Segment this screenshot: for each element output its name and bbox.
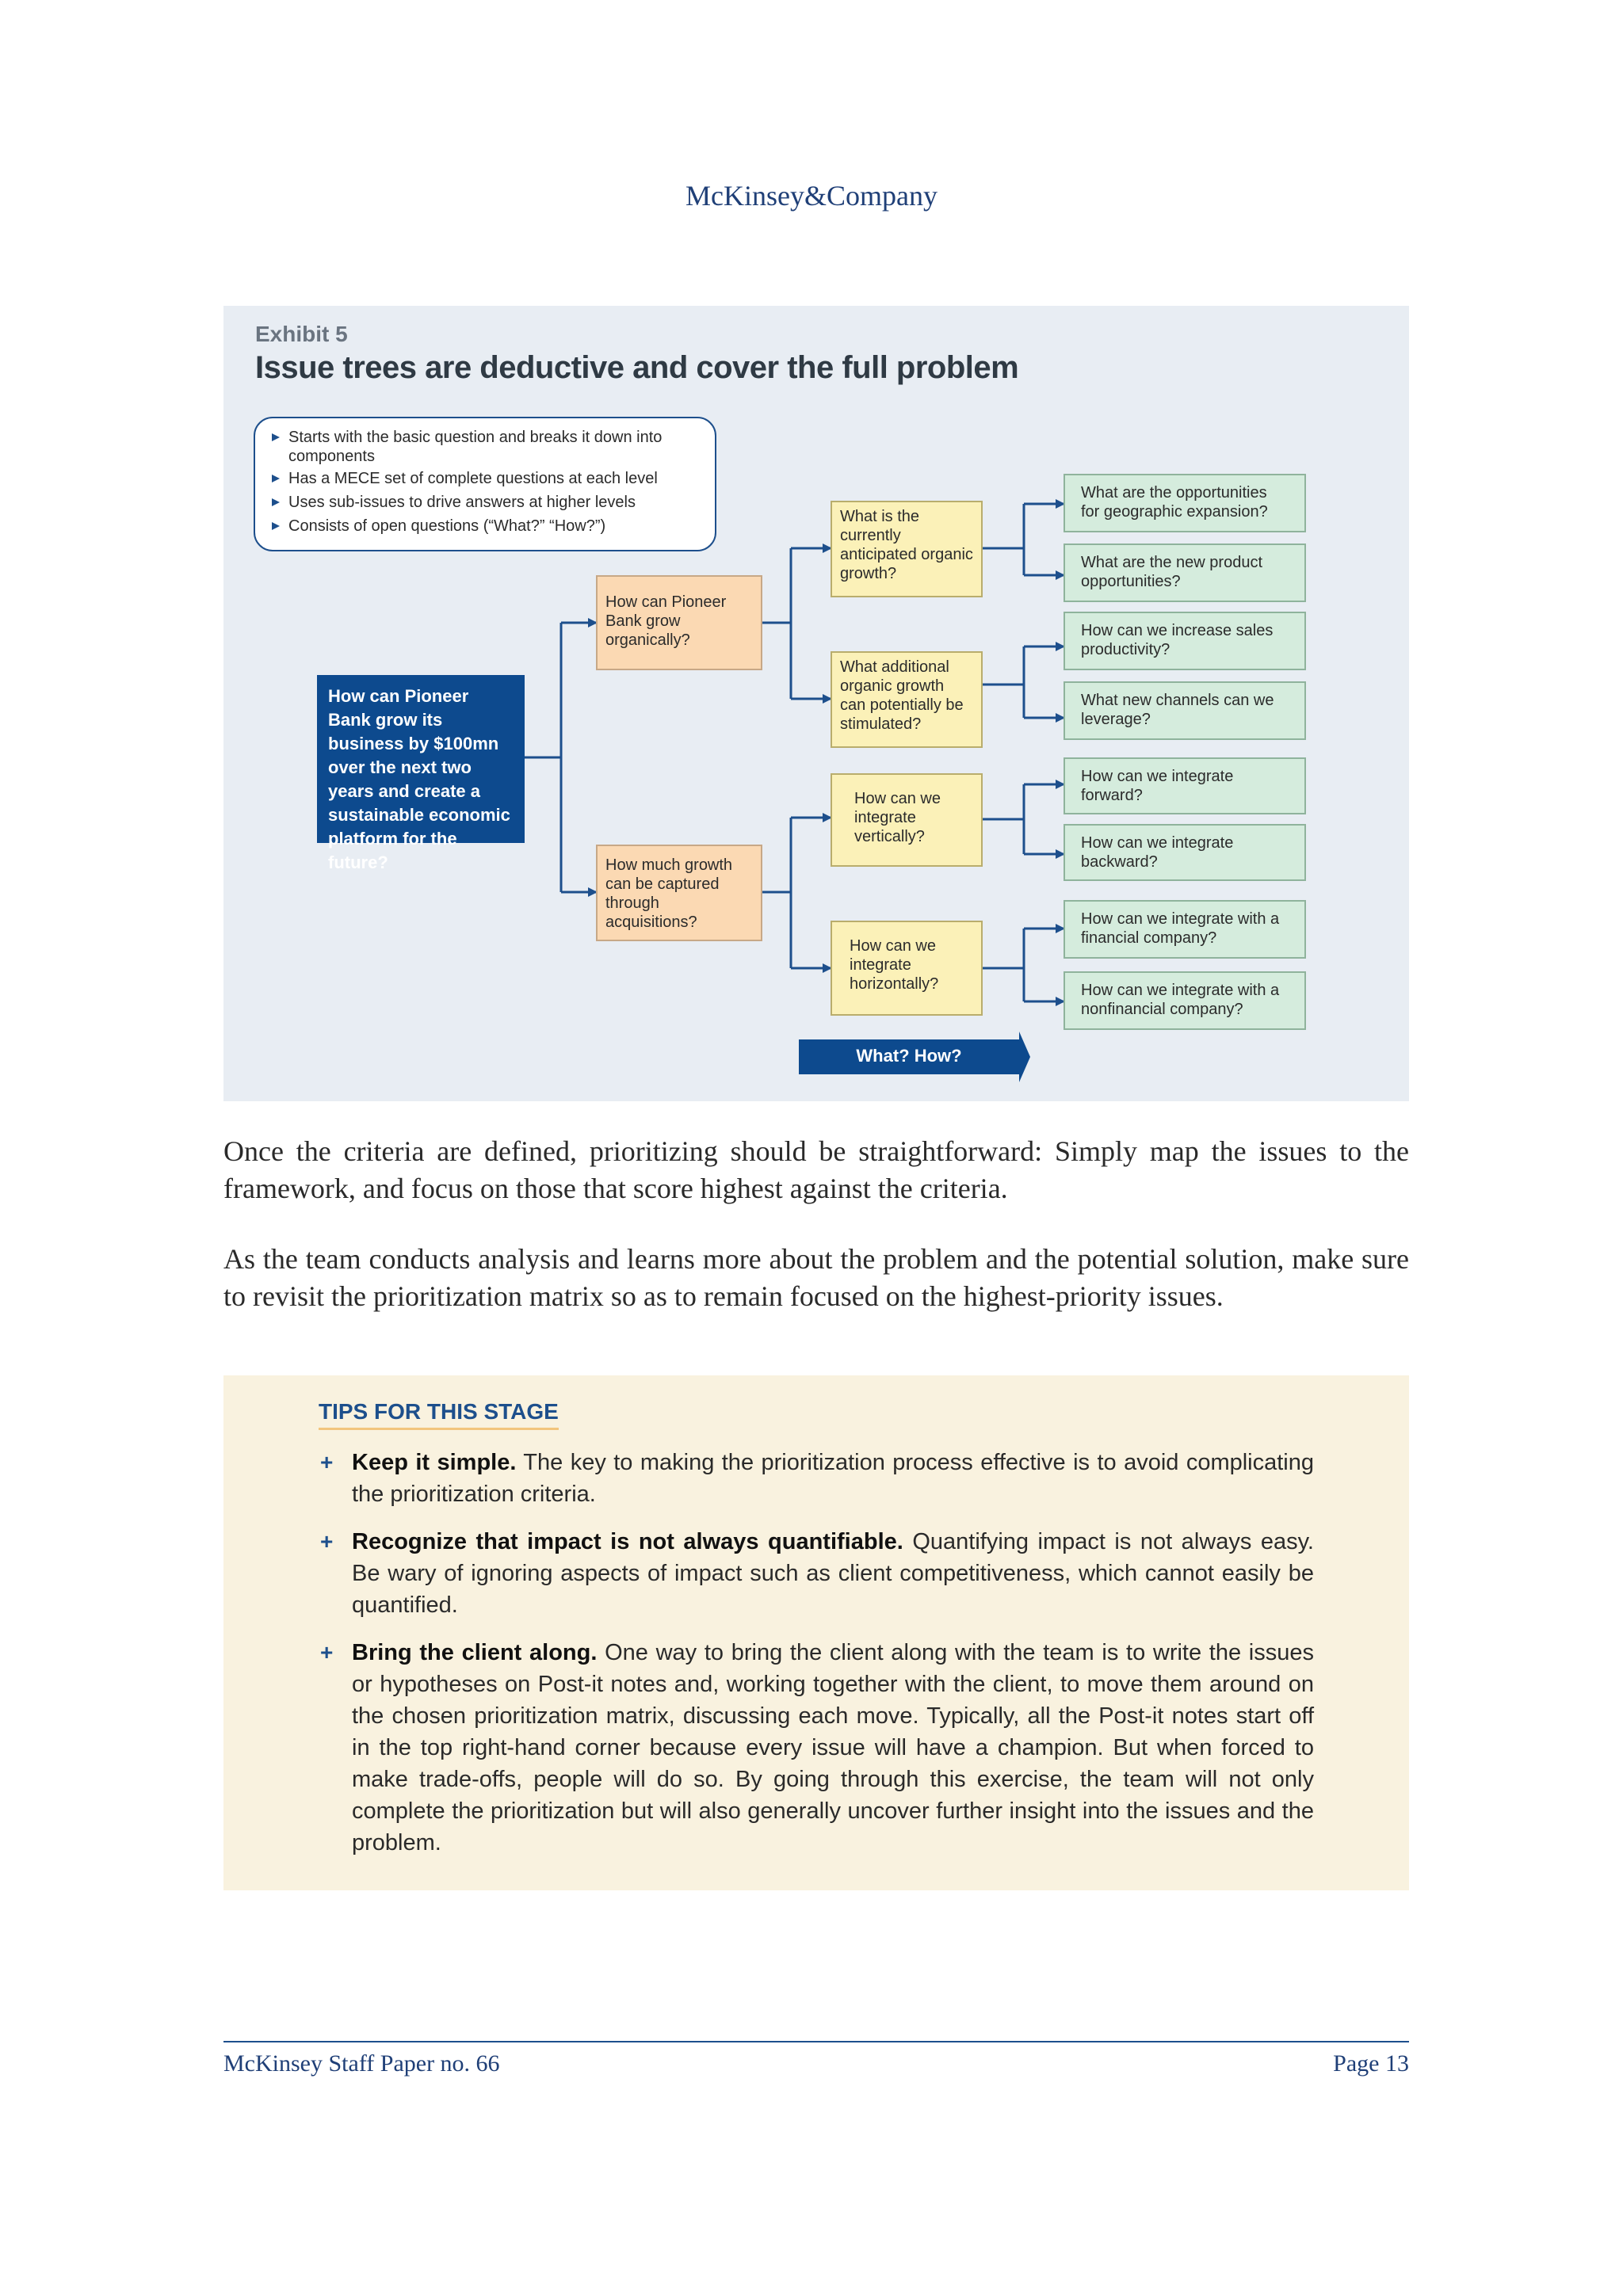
connector-root-spine: [525, 623, 561, 892]
direction-arrow-label: What? How?: [856, 1046, 962, 1066]
tree-l2-node: How can we integrate horizontally?: [831, 921, 983, 1016]
tree-root-node: How can Pioneer Bank grow its business by $100mn over the next two years and create a sustainable economic platform for the future?: [317, 675, 525, 843]
tips-heading: TIPS FOR THIS STAGE: [319, 1399, 559, 1430]
body-paragraph: As the team conducts analysis and learns more about the problem and the potential solution, make sure to revisit the prioritization matrix so as to remain focused on the highest-priority issues.: [223, 1243, 1409, 1312]
tree-l3-node: What new channels can we leverage?: [1064, 681, 1306, 740]
footer-rule: [223, 2041, 1409, 2042]
connector-l1a-spine: [762, 548, 791, 699]
plus-bullet-icon: +: [320, 1450, 334, 1474]
tip-item: [352, 1526, 1314, 1621]
tip-text: One way to bring the client along with the team is to write the issues or hypotheses on Post-it notes and, working together with the client, to move them around on the chosen prioritization matrix, discussing each move. Typically, all the Post-it notes start off in the top right-hand corner because every issue will have a champion. But when forced to make trade-offs, people will do so. By going through this exercise, the team will not only complete the prioritization but will also generally uncover further insight into the issues and the problem.: [352, 1640, 1314, 1855]
tip-lead: Keep it simple.: [352, 1450, 517, 1475]
tip-item: [352, 1447, 1314, 1510]
tree-l2-node: What additional organic growth can potentially be stimulated?: [831, 651, 983, 748]
tree-l1-node: How can Pioneer Bank grow organically?: [596, 575, 762, 670]
tip-lead: Recognize that impact is not always quantifiable.: [352, 1529, 903, 1554]
connector-l2a-spine: [983, 504, 1024, 575]
legend-item: Has a MECE set of complete questions at each level: [269, 469, 701, 488]
connector-l2b-spine: [983, 646, 1024, 718]
tip-item: [352, 1637, 1314, 1859]
body-paragraph: Once the criteria are defined, prioritizing should be straightforward: Simply map the issues to the framework, and focus on those that score highest against the criteria.: [223, 1135, 1409, 1204]
connector-l2c-spine: [983, 784, 1024, 854]
tree-l3-node: How can we integrate with a nonfinancial company?: [1064, 971, 1306, 1030]
legend-item: Uses sub-issues to drive answers at higher levels: [269, 493, 701, 512]
exhibit-panel: [223, 306, 1409, 1101]
plus-bullet-icon: +: [320, 1529, 334, 1554]
footer-page-number: Page 13: [1333, 2050, 1409, 2077]
tip-lead: Bring the client along.: [352, 1640, 598, 1665]
connector-l2d-spine: [983, 929, 1024, 1001]
tree-l1-node: How much growth can be captured through acquisitions?: [596, 845, 762, 941]
brand-wordmark: McKinsey&Company: [685, 180, 938, 212]
tree-l3-node: How can we integrate backward?: [1064, 824, 1306, 881]
plus-bullet-icon: +: [320, 1640, 334, 1665]
tree-l3-node: How can we integrate with a financial company?: [1064, 900, 1306, 959]
tip-text: Quantifying impact is not always easy. Be wary of ignoring aspects of impact such as client competitiveness, which cannot easily be quantified.: [352, 1529, 1314, 1618]
tip-text: The key to making the prioritization process effective is to avoid complicating the prioritization criteria.: [352, 1450, 1315, 1507]
legend-item: Consists of open questions (“What?” “How?”): [269, 517, 701, 536]
exhibit-label: Exhibit 5: [255, 322, 348, 346]
tree-l3-node: How can we integrate forward?: [1064, 757, 1306, 814]
tree-l2-node: How can we integrate vertically?: [831, 773, 983, 867]
exhibit-title: Issue trees are deductive and cover the full problem: [255, 350, 1019, 385]
tree-l2-node: What is the currently anticipated organic growth?: [831, 501, 983, 597]
tree-l3-node: How can we increase sales productivity?: [1064, 612, 1306, 670]
connector-l1b-spine: [762, 818, 791, 968]
legend-item: Starts with the basic question and breaks it down into components: [269, 428, 701, 466]
tree-l3-node: What are the opportunities for geographic expansion?: [1064, 474, 1306, 532]
footer-paper-title: McKinsey Staff Paper no. 66: [223, 2050, 500, 2077]
tree-l3-node: What are the new product opportunities?: [1064, 543, 1306, 602]
tips-panel: [223, 1375, 1409, 1890]
